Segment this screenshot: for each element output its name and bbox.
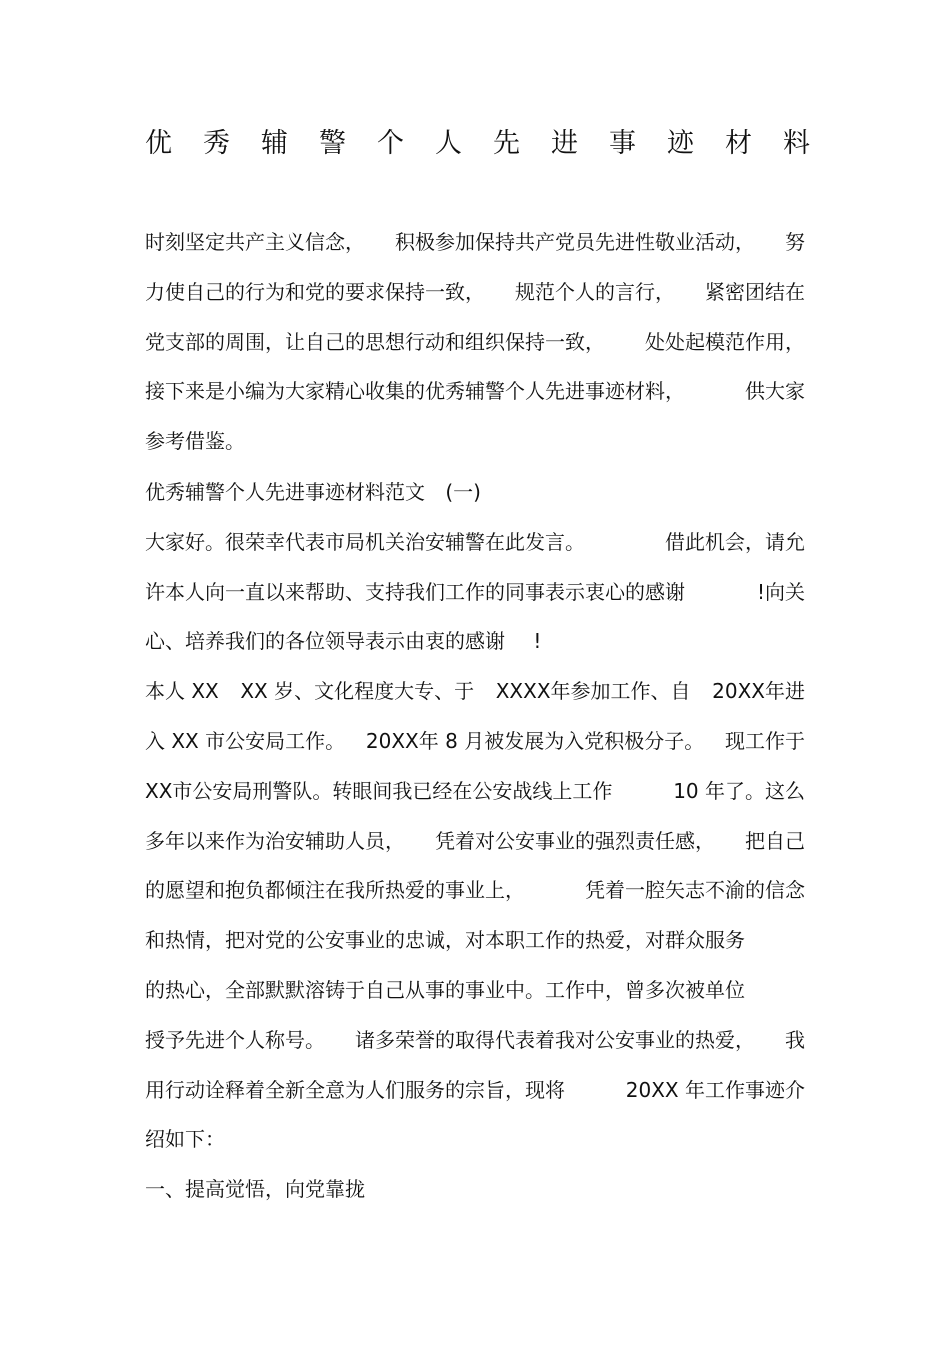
text-segment: 本人 XX <box>145 679 219 703</box>
text-segment: 20XX 年工作事迹介 <box>625 1078 805 1102</box>
title-char: 人 <box>435 128 462 159</box>
paragraph-line <box>145 826 805 856</box>
text-segment: 多年以来作为治安辅助人员， <box>145 829 405 853</box>
text-segment: 的愿望和抱负都倾注在我所热爱的事业上， <box>145 878 525 902</box>
paragraph-line <box>145 376 805 406</box>
text-segment: 授予先进个人称号。 <box>145 1028 325 1052</box>
title-char: 进 <box>551 128 578 159</box>
section-heading <box>145 477 481 507</box>
document-title <box>145 126 810 162</box>
text-segment: 党支部的周围，让自己的思想行动和组织保持一致， <box>145 330 605 354</box>
text-segment: 的热心，全部默默溶铸于自己从事的事业中。工作中，曾多次被单位 <box>145 978 745 1002</box>
text-segment: 接下来是小编为大家精心收集的优秀辅警个人先进事迹材料， <box>145 379 685 403</box>
text-segment: 时刻坚定共产主义信念， <box>145 230 365 254</box>
title-char: 秀 <box>203 128 230 159</box>
text-segment: 现工作于 <box>724 729 805 753</box>
text-segment: !向关 <box>756 580 805 604</box>
text-segment: (一) <box>445 480 481 504</box>
paragraph-line <box>145 1075 805 1105</box>
title-char: 辅 <box>261 128 288 159</box>
paragraph-line <box>145 875 805 905</box>
title-char: 事 <box>609 128 636 159</box>
paragraph-line <box>145 1025 805 1055</box>
text-segment: 绍如下： <box>145 1127 225 1151</box>
text-segment: ! <box>533 629 542 653</box>
title-char: 材 <box>725 128 752 159</box>
text-segment: 入 XX 市公安局工作。 <box>145 729 346 753</box>
text-segment: 紧密团结在 <box>705 280 805 304</box>
text-segment: 用行动诠释着全新全意为人们服务的宗旨，现将 <box>145 1078 565 1102</box>
title-char: 先 <box>493 128 520 159</box>
text-segment: 一、提高觉悟，向党靠拢 <box>145 1177 365 1201</box>
title-char: 迹 <box>667 128 694 159</box>
paragraph-line <box>145 426 245 456</box>
title-char: 优 <box>145 128 172 159</box>
text-segment: 凭着对公安事业的强烈责任感， <box>435 829 715 853</box>
paragraph-line <box>145 626 541 656</box>
text-segment: 许本人向一直以来帮助、支持我们工作的同事表示衷心的感谢 <box>145 580 685 604</box>
text-segment: 20XX年进 <box>712 679 805 703</box>
text-segment: 处处起模范作用， <box>645 330 805 354</box>
text-segment: 规范个人的言行， <box>515 280 675 304</box>
text-segment: 和热情，把对党的公安事业的忠诚，对本职工作的热爱，对群众服务 <box>145 928 745 952</box>
paragraph-line <box>145 975 745 1005</box>
text-segment: XX市公安局刑警队。转眼间我已经在公安战线上工作 <box>145 779 613 803</box>
title-char: 料 <box>783 128 810 159</box>
text-segment: 10 年了。这么 <box>673 779 805 803</box>
paragraph-line <box>145 327 805 357</box>
text-segment: XX 岁、文化程度大专、于 <box>240 679 475 703</box>
text-segment: 诸多荣誉的取得代表着我对公安事业的热爱， <box>355 1028 755 1052</box>
paragraph-line <box>145 277 805 307</box>
text-segment: 心、培养我们的各位领导表示由衷的感谢 <box>145 629 505 653</box>
paragraph-line <box>145 776 805 806</box>
paragraph-line <box>145 577 805 607</box>
text-segment: 参考借鉴。 <box>145 429 245 453</box>
paragraph-line <box>145 527 805 557</box>
paragraph-line <box>145 726 805 756</box>
paragraph-line <box>145 925 745 955</box>
text-segment: 努 <box>785 230 805 254</box>
text-segment: 力使自己的行为和党的要求保持一致， <box>145 280 485 304</box>
text-segment: 积极参加保持共产党员先进性敬业活动， <box>395 230 755 254</box>
text-segment: 我 <box>785 1028 805 1052</box>
title-char: 警 <box>319 128 346 159</box>
paragraph-line <box>145 1124 225 1154</box>
text-segment: 大家好。很荣幸代表市局机关治安辅警在此发言。 <box>145 530 585 554</box>
text-segment: 优秀辅警个人先进事迹材料范文 <box>145 480 425 504</box>
text-segment: 借此机会，请允 <box>665 530 805 554</box>
section-heading <box>145 1174 365 1204</box>
text-segment: 凭着一腔矢志不渝的信念 <box>585 878 805 902</box>
text-segment: 20XX年 8 月被发展为入党积极分子。 <box>365 729 705 753</box>
title-char: 个 <box>377 128 404 159</box>
text-segment: XXXX年参加工作、自 <box>495 679 691 703</box>
text-segment: 供大家 <box>745 379 805 403</box>
paragraph-line <box>145 676 805 706</box>
paragraph-line <box>145 227 805 257</box>
text-segment: 把自己 <box>745 829 805 853</box>
